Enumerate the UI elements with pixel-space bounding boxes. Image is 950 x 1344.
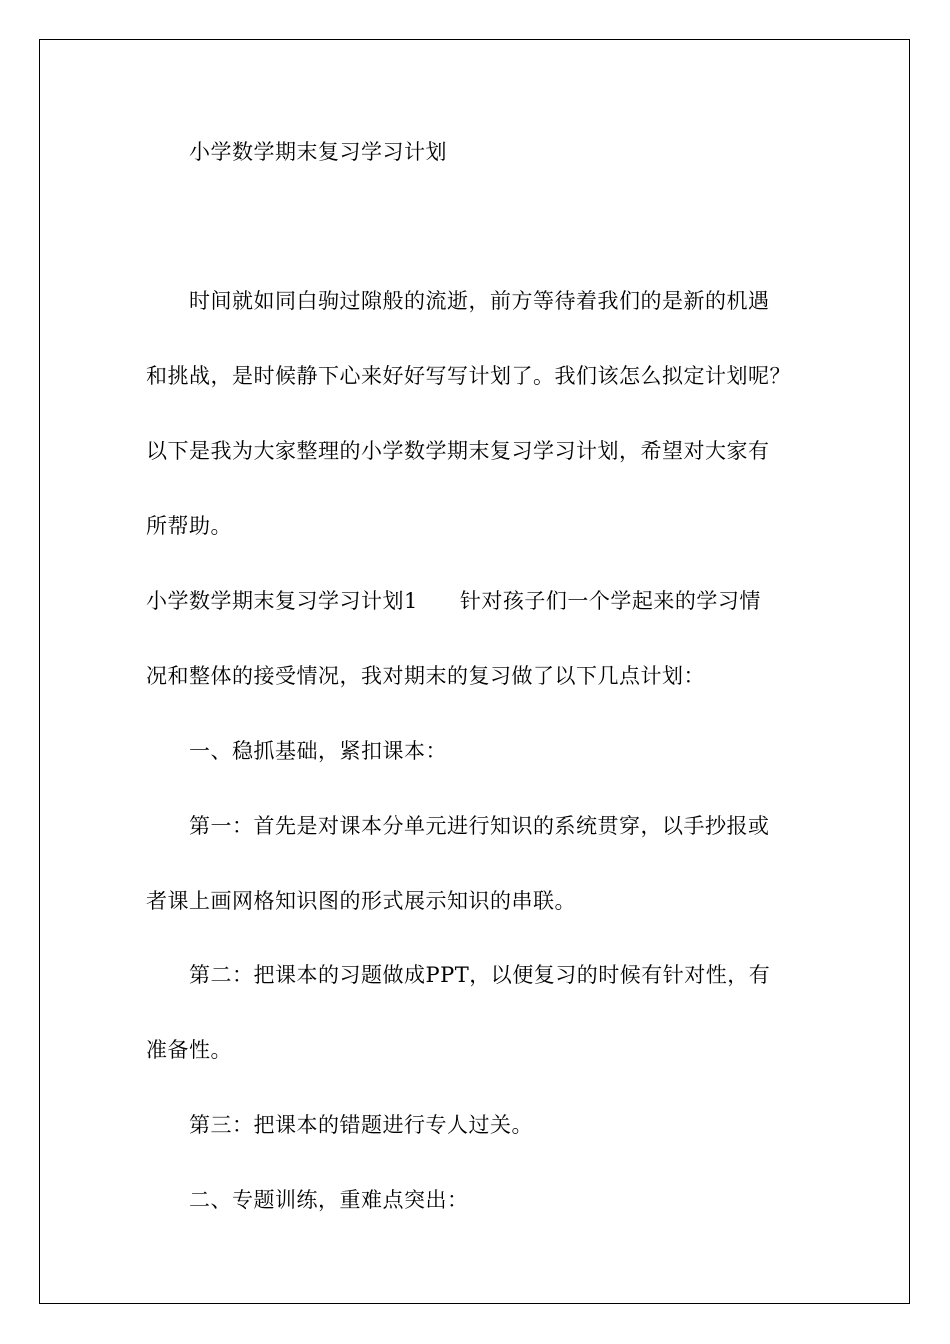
item2-line-2: 准备性。 — [146, 1038, 232, 1062]
intro-line-1: 时间就如同白驹过隙般的流逝，前方等待着我们的是新的机遇 — [189, 289, 770, 313]
intro-line-4: 所帮助。 — [146, 514, 232, 538]
section1-heading: 小学数学期末复习学习计划1 — [146, 589, 418, 613]
point2-heading: 二、专题训练，重难点突出： — [189, 1188, 469, 1212]
section1-first-line — [146, 587, 806, 615]
section1-line-2: 况和整体的接受情况，我对期末的复习做了以下几点计划： — [146, 664, 705, 688]
point1-heading: 一、稳抓基础，紧扣课本： — [189, 739, 447, 763]
document-title: 小学数学期末复习学习计划 — [189, 140, 447, 164]
item3-line-1: 第三：把课本的错题进行专人过关。 — [189, 1113, 533, 1137]
item1-line-1: 第一：首先是对课本分单元进行知识的系统贯穿，以手抄报或 — [189, 814, 770, 838]
item1-line-2: 者课上画网格知识图的形式展示知识的串联。 — [146, 889, 576, 913]
intro-line-2: 和挑战，是时候静下心来好好写写计划了。我们该怎么拟定计划呢？ — [146, 364, 791, 388]
section1-lead: 针对孩子们一个学起来的学习情 — [459, 589, 761, 613]
item2-line-1: 第二：把课本的习题做成PPT，以便复习的时候有针对性，有 — [189, 963, 771, 987]
intro-line-3: 以下是我为大家整理的小学数学期末复习学习计划，希望对大家有 — [146, 439, 770, 463]
